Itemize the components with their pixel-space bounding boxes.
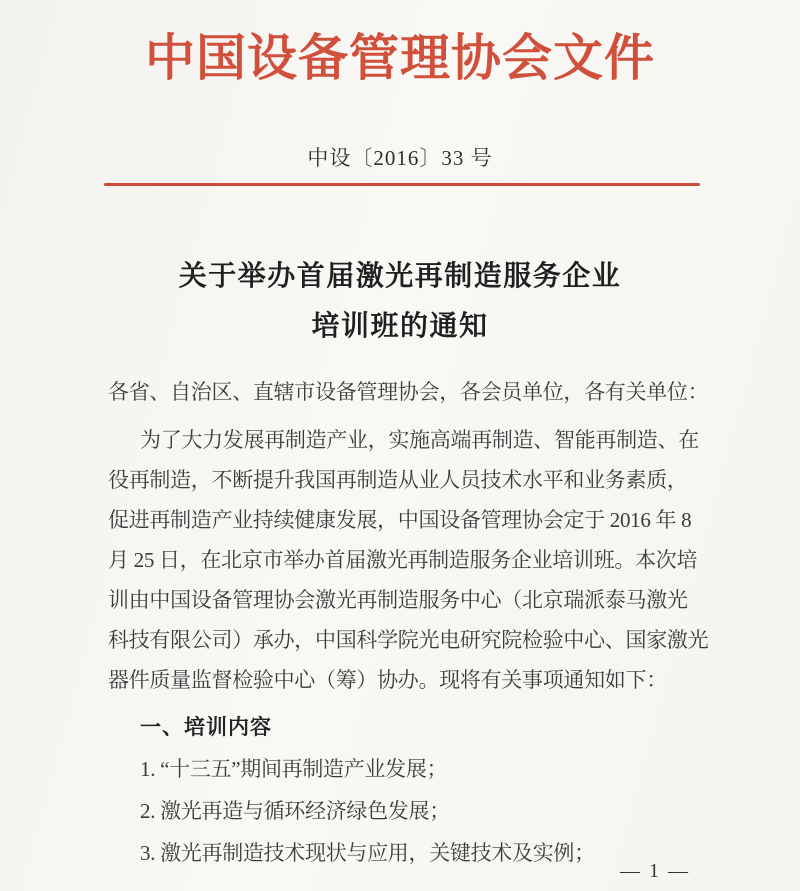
body-line: 训由中国设备管理协会激光再制造服务中心（北京瑞派泰马激光 [108,588,688,612]
list-item-3: 3. 激光再制造技术现状与应用，关键技术及实例； [140,841,595,865]
body-line: 科技有限公司）承办，中国科学院光电研究院检验中心、国家激光 [108,628,709,652]
body-line: 为了大力发展再制造产业，实施高端再制造、智能再制造、在 [140,428,699,452]
list-item-2: 2. 激光再造与循环经济绿色发展； [140,799,450,823]
salutation-line: 各省、自治区、直辖市设备管理协会，各会员单位，各有关单位： [108,380,709,404]
document-title-line1: 关于举办首届激光再制造服务企业 [178,261,622,292]
body-line: 役再制造，不断提升我国再制造从业人员技术水平和业务素质， [108,468,688,492]
document-header-title: 中国设备管理协会文件 [145,30,655,86]
page-number: — 1 — [620,860,690,882]
document-title-line2: 培训班的通知 [311,311,489,342]
header-divider-line [104,183,700,186]
body-line: 器件质量监督检验中心（筹）协办。现将有关事项通知如下： [108,668,667,692]
document-number: 中设〔2016〕33 号 [307,146,493,170]
section-heading-training-content: 一、培训内容 [140,716,272,739]
body-line: 月 25 日，在北京市举办首届激光再制造服务企业培训班。本次培 [108,548,698,572]
document-body [108,372,718,874]
list-item-1: 1. “十三五”期间再制造产业发展； [140,757,448,781]
body-line: 促进再制造产业持续健康发展，中国设备管理协会定于 2016 年 8 [108,508,692,532]
document-title [0,252,800,352]
